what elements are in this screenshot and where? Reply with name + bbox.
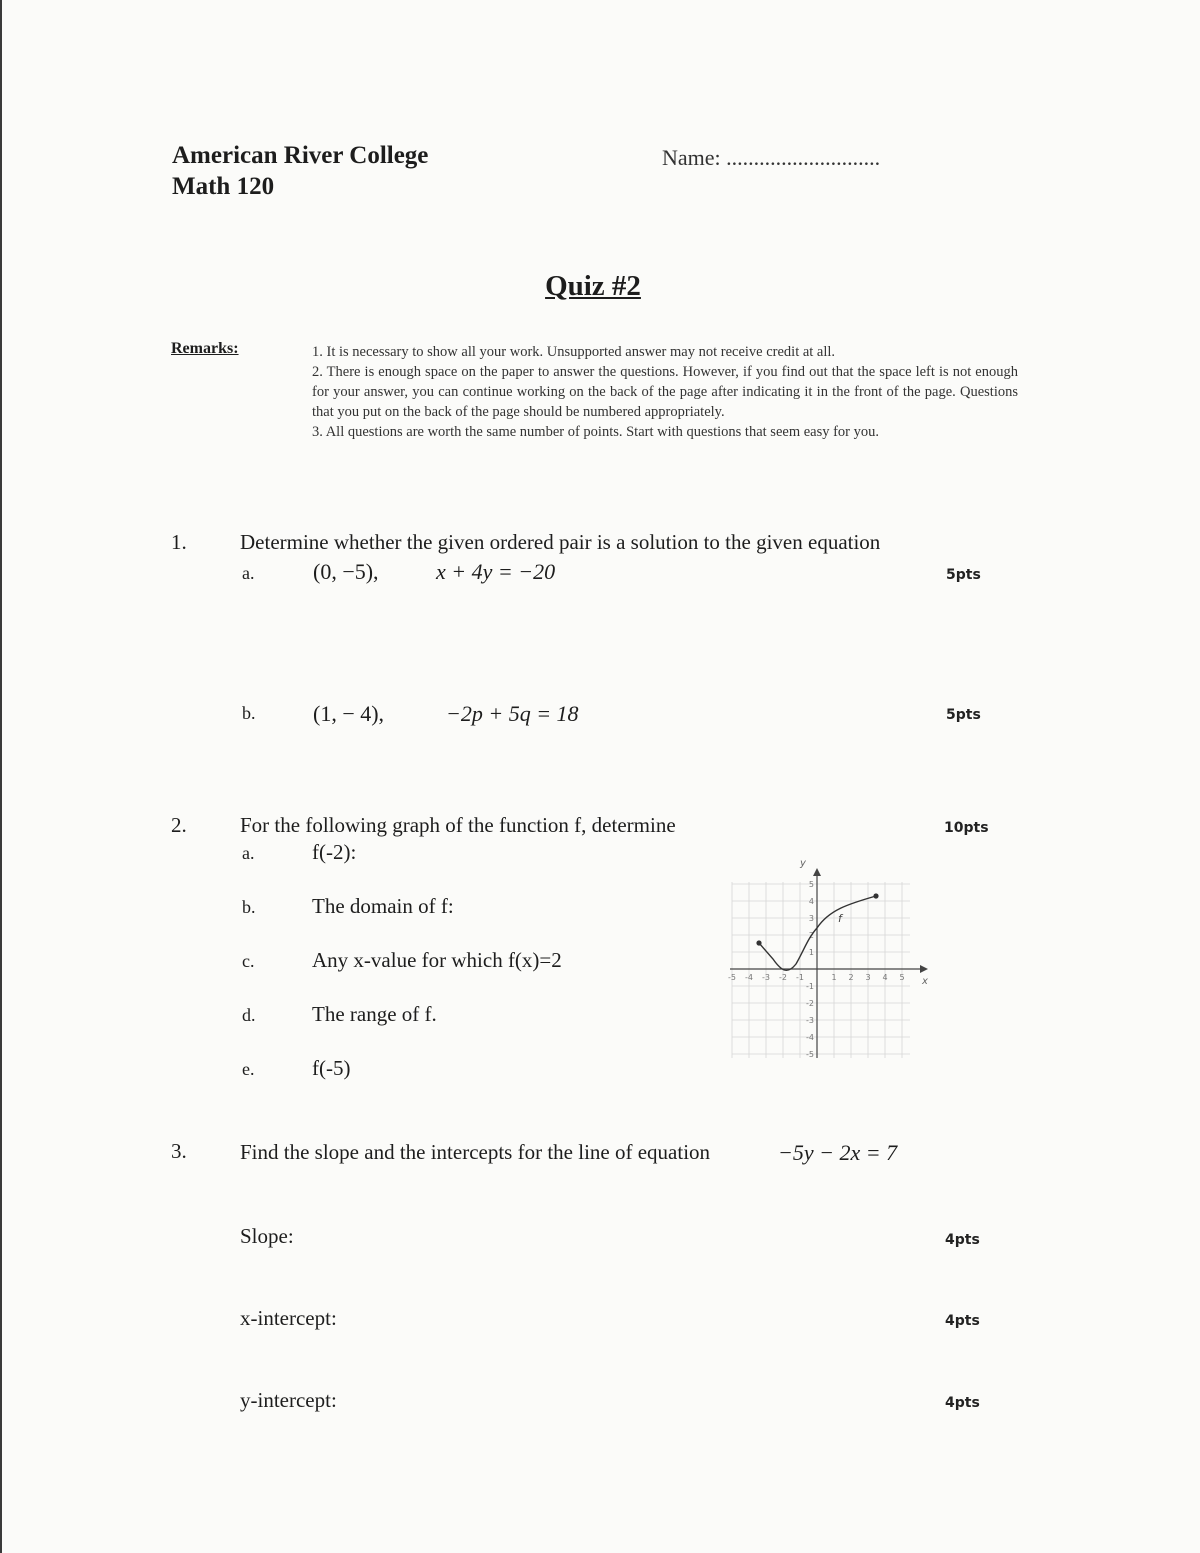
graph-grid	[732, 882, 910, 1058]
q2-points: 10pts	[944, 820, 989, 836]
q3-text: Find the slope and the intercepts for the line of equation	[240, 1140, 711, 1164]
q1b-pair: (1, − 4),	[313, 701, 385, 726]
y-tick: 5	[808, 880, 814, 889]
y-tick: -2	[806, 999, 814, 1008]
x-tick: -4	[745, 973, 753, 982]
x-tick: 2	[848, 973, 854, 982]
name-field-label: Name: ............................	[662, 145, 881, 170]
q2-number: 2.	[171, 813, 187, 837]
y-tick: 2	[808, 931, 814, 940]
x-tick: 3	[865, 973, 871, 982]
q2c-label: c.	[242, 951, 255, 971]
y-tick: -3	[806, 1016, 814, 1025]
q2d-text: The range of f.	[312, 1002, 437, 1026]
page-edge	[0, 0, 2, 1553]
q1a-points: 5pts	[946, 567, 981, 583]
x-tick: -1	[796, 973, 804, 982]
x-axis-arrow-icon	[920, 965, 928, 973]
remarks-label: Remarks:	[171, 340, 239, 357]
x-tick: -3	[762, 973, 770, 982]
q1a-label: a.	[242, 563, 255, 583]
course-name: Math 120	[172, 173, 275, 200]
q2b-label: b.	[242, 897, 256, 917]
college-name: American River College	[172, 142, 429, 169]
x-tick: 4	[882, 973, 888, 982]
remarks-list	[312, 342, 1018, 442]
q1a-equation: x + 4y = −20	[436, 559, 556, 584]
y-axis-arrow-icon	[813, 868, 821, 876]
q3-y-intercept-points: 4pts	[945, 1395, 980, 1411]
q3-slope-points: 4pts	[945, 1232, 980, 1248]
y-tick: 3	[808, 914, 814, 923]
q1b-points: 5pts	[946, 707, 981, 723]
y-tick: 4	[808, 897, 814, 906]
curve-start-point	[756, 940, 761, 945]
x-tick-labels	[728, 973, 905, 982]
q2e-label: e.	[242, 1059, 255, 1079]
x-tick: -5	[728, 973, 736, 982]
x-tick: -2	[779, 973, 787, 982]
q3-x-intercept-points: 4pts	[945, 1313, 980, 1329]
x-axis-label: x	[922, 976, 928, 987]
curve-label: f	[838, 912, 842, 925]
q2-text: For the following graph of the function f, determine	[240, 813, 676, 837]
y-axis-label: y	[800, 858, 806, 869]
curve-end-point	[873, 893, 878, 898]
q2d-label: d.	[242, 1005, 256, 1025]
q3-y-intercept-label: y-intercept:	[240, 1388, 337, 1412]
y-tick: -4	[806, 1033, 814, 1042]
q2c-text: Any x-value for which f(x)=2	[312, 948, 562, 972]
quiz-title: Quiz #2	[545, 270, 641, 302]
x-tick: 5	[899, 973, 905, 982]
q3-slope-label: Slope:	[240, 1224, 294, 1248]
q2a-label: a.	[242, 843, 255, 863]
y-tick: -5	[806, 1050, 814, 1059]
q1b-label: b.	[242, 703, 256, 723]
remark-2: 2. There is enough space on the paper to answer the questions. However, if you find out that the space left is not enough for your answer, you can continue working on the back of the page after indicating it in the front of the page. Questions that you put on the back of the page should be numbered appropriately.	[312, 364, 1018, 420]
y-tick: 1	[808, 948, 814, 957]
x-tick: 1	[831, 973, 837, 982]
q3-number: 3.	[171, 1139, 187, 1163]
q2b-text: The domain of f:	[312, 894, 454, 918]
remark-3: 3. All questions are worth the same number of points. Start with questions that seem easy for you.	[312, 424, 880, 440]
remark-1: 1. It is necessary to show all your work. Unsupported answer may not receive credit at all.	[312, 344, 836, 360]
q1-text: Determine whether the given ordered pair is a solution to the given equation	[240, 530, 881, 554]
q1b-equation: −2p + 5q = 18	[446, 701, 579, 726]
q2e-text: f(-5)	[312, 1056, 351, 1080]
y-tick: -1	[806, 982, 814, 991]
q3-x-intercept-label: x-intercept:	[240, 1306, 337, 1330]
function-graph	[726, 852, 942, 1064]
q1-number: 1.	[171, 530, 187, 554]
header-block	[172, 140, 428, 202]
q1a-pair: (0, −5),	[313, 559, 379, 584]
q3-equation: −5y − 2x = 7	[778, 1140, 898, 1165]
q2a-text: f(-2):	[312, 840, 357, 864]
